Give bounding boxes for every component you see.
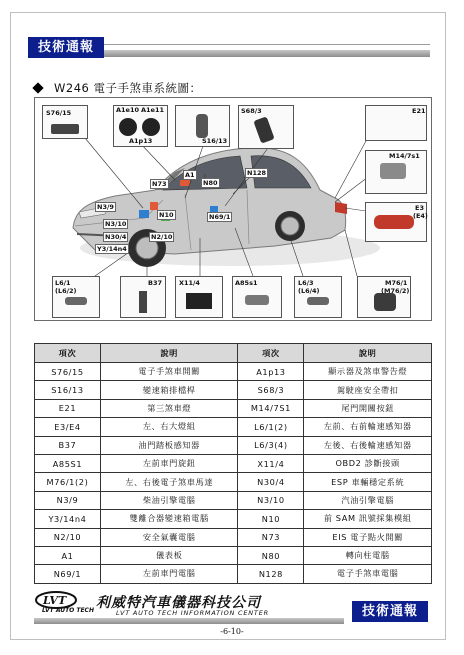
label-e3: E3 xyxy=(415,204,424,212)
item-description: 左前車門電腦 xyxy=(100,565,238,583)
item-description: 第三煞車燈 xyxy=(100,399,238,417)
item-description: 變速箱排檔桿 xyxy=(100,381,238,399)
table-row xyxy=(35,546,432,564)
table-row xyxy=(35,473,432,491)
label-n80: N80 xyxy=(203,179,218,187)
logo-text: LVT AUTO TECH xyxy=(42,607,94,614)
label-a1p13: A1p13 xyxy=(129,137,153,145)
header-bar xyxy=(104,50,430,57)
table-header-row xyxy=(35,344,432,363)
header-item: 項次 xyxy=(238,344,304,363)
item-code: N80 xyxy=(238,546,304,564)
label-s76-15: S76/15 xyxy=(46,109,72,117)
item-description: 雙離合器變速箱電腦 xyxy=(100,510,238,528)
item-description: OBD2 診斷接頭 xyxy=(304,454,432,472)
item-code: N3/9 xyxy=(35,491,101,509)
item-code: X11/4 xyxy=(238,454,304,472)
footer-badge: 技術通報 xyxy=(352,601,428,622)
table-row xyxy=(35,454,432,472)
item-description: 顯示器及煞車警告燈 xyxy=(304,363,432,381)
svg-text:LVT: LVT xyxy=(43,594,67,607)
item-description: 尾門開關按鈕 xyxy=(304,399,432,417)
item-code: Y3/14n4 xyxy=(35,510,101,528)
company-name: 利威特汽車儀器科技公司 xyxy=(96,595,261,611)
item-description: 前 SAM 訊號採集模組 xyxy=(304,510,432,528)
item-description: 汽油引擎電腦 xyxy=(304,491,432,509)
label-n30-4: N30/4 xyxy=(105,233,127,241)
item-code: E21 xyxy=(35,399,101,417)
table-row xyxy=(35,436,432,454)
item-description: 左後、右後輪速感知器 xyxy=(304,436,432,454)
label-l6-1: L6/1 xyxy=(55,279,71,287)
label-s68-3: S68/3 xyxy=(241,107,262,115)
label-l6-3: L6/3 xyxy=(298,279,314,287)
parts-table xyxy=(34,343,432,584)
label-x11-4: X11/4 xyxy=(179,279,200,287)
label-a85s1: A85s1 xyxy=(235,279,258,287)
item-code: N73 xyxy=(238,528,304,546)
label-n10: N10 xyxy=(159,211,174,219)
item-code: L6/1(2) xyxy=(238,418,304,436)
item-code: S68/3 xyxy=(238,381,304,399)
label-n69-1: N69/1 xyxy=(209,213,231,221)
item-code: N69/1 xyxy=(35,565,101,583)
item-description: 油門踏板感知器 xyxy=(100,436,238,454)
label-a1e10: A1e10 xyxy=(116,106,140,114)
page-number: -6-10- xyxy=(220,627,244,636)
label-a1e11: A1e11 xyxy=(141,106,165,114)
item-description: 電子手煞車開關 xyxy=(100,363,238,381)
item-code: M14/7S1 xyxy=(238,399,304,417)
label-e4: (E4) xyxy=(413,212,428,220)
header-description: 說明 xyxy=(304,344,432,363)
item-description: 電子手煞車電腦 xyxy=(304,565,432,583)
item-description: 轉向柱電腦 xyxy=(304,546,432,564)
item-code: N2/10 xyxy=(35,528,101,546)
item-code: M76/1(2) xyxy=(35,473,101,491)
label-n3-9: N3/9 xyxy=(97,203,114,211)
table-row xyxy=(35,363,432,381)
item-description: 安全氣囊電腦 xyxy=(100,528,238,546)
item-code: N3/10 xyxy=(238,491,304,509)
item-description: 駕駛座安全帶扣 xyxy=(304,381,432,399)
item-description: EIS 電子點火開關 xyxy=(304,528,432,546)
table-row xyxy=(35,381,432,399)
header-rule xyxy=(104,44,430,45)
item-description: 柴油引擎電腦 xyxy=(100,491,238,509)
label-s16-13: S16/13 xyxy=(202,137,228,145)
item-code: E3/E4 xyxy=(35,418,101,436)
header-badge: 技術通報 xyxy=(28,37,104,58)
section-title: W246 電子手煞車系統圖： xyxy=(54,81,202,95)
system-diagram xyxy=(34,97,432,321)
item-code: A1 xyxy=(35,546,101,564)
table-row xyxy=(35,491,432,509)
table-row xyxy=(35,510,432,528)
item-description: 左前、右前輪速感知器 xyxy=(304,418,432,436)
item-code: N30/4 xyxy=(238,473,304,491)
label-n73: N73 xyxy=(152,180,167,188)
label-a1: A1 xyxy=(185,171,195,179)
item-code: N128 xyxy=(238,565,304,583)
table-row xyxy=(35,399,432,417)
item-code: N10 xyxy=(238,510,304,528)
label-e21: E21 xyxy=(412,107,426,115)
label-l6-2: (L6/2) xyxy=(55,287,77,295)
label-n2-10: N2/10 xyxy=(151,233,173,241)
label-l6-4: (L6/4) xyxy=(298,287,320,295)
table-row xyxy=(35,418,432,436)
label-b37: B37 xyxy=(148,279,162,287)
label-n3-10: N3/10 xyxy=(105,220,127,228)
item-description: ESP 車輛穩定系統 xyxy=(304,473,432,491)
label-m76-2: (M76/2) xyxy=(381,287,410,295)
label-y3-14n4: Y3/14n4 xyxy=(97,245,127,253)
item-code: A1p13 xyxy=(238,363,304,381)
table-row xyxy=(35,565,432,583)
label-n128: N128 xyxy=(247,169,267,177)
company-name-english: LVT AUTO TECH INFORMATION CENTER xyxy=(116,609,269,617)
item-code: S16/13 xyxy=(35,381,101,399)
section-heading xyxy=(34,80,201,96)
item-code: L6/3(4) xyxy=(238,436,304,454)
footer-bar xyxy=(34,618,344,624)
header-item: 項次 xyxy=(35,344,101,363)
item-description: 左、右後電子煞車馬達 xyxy=(100,473,238,491)
label-m76-1: M76/1 xyxy=(385,279,408,287)
item-description: 儀表板 xyxy=(100,546,238,564)
item-description: 左前車門旋鈕 xyxy=(100,454,238,472)
item-code: A85S1 xyxy=(35,454,101,472)
item-description: 左、右大燈組 xyxy=(100,418,238,436)
table-row xyxy=(35,528,432,546)
label-m14-7s1: M14/7s1 xyxy=(389,152,420,160)
header-description: 說明 xyxy=(100,344,238,363)
diamond-bullet-icon xyxy=(32,82,43,93)
item-code: S76/15 xyxy=(35,363,101,381)
item-code: B37 xyxy=(35,436,101,454)
